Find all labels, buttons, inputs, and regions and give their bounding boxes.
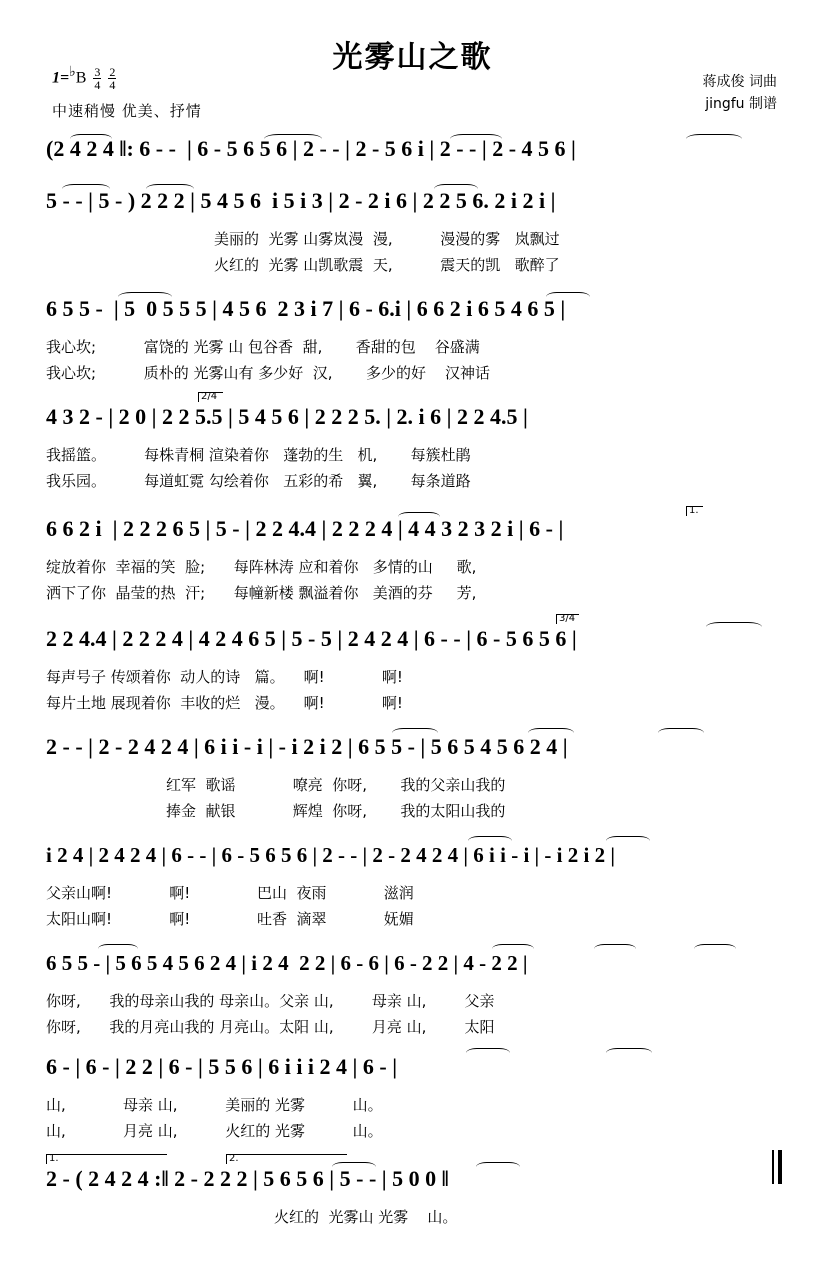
flat-icon: ♭ bbox=[69, 65, 76, 80]
slur-icon bbox=[606, 1048, 652, 1058]
notation-line: 2 - ( 2 4 2 4 :‖ 2 - 2 2 2 | 5 6 5 6 | 5 - - | 5 0 0 ‖ bbox=[46, 1166, 449, 1191]
lyrics-verse-1: 父亲山啊! 啊! 巴山 夜雨 滋润 bbox=[46, 884, 414, 902]
lyrics-verse-1: 我心坎; 富饶的 光雾 山 包谷香 甜, 香甜的包 谷盛满 bbox=[46, 338, 480, 356]
music-system-4 bbox=[46, 391, 781, 496]
credit-engraver: jingfu 制谱 bbox=[705, 95, 777, 112]
slur-icon bbox=[706, 622, 762, 632]
notation-line: 5 - - | 5 - ) 2 2 2 | 5 4 5 6 i 5 i 3 | 2 - 2 i 6 | 2 2 5 6. 2 i 2 i | bbox=[46, 188, 556, 213]
slur-icon bbox=[476, 1162, 520, 1172]
notation-line: 6 - | 6 - | 2 2 | 6 - | 5 5 6 | 6 i i i 2 4 | 6 - | bbox=[46, 1054, 398, 1079]
tempo-marking: 中速稍慢 优美、抒情 bbox=[52, 102, 202, 120]
slur-icon bbox=[450, 134, 502, 144]
music-system-9 bbox=[46, 942, 781, 1042]
slur-icon bbox=[468, 836, 512, 846]
credit-composer: 蒋成俊 词曲 bbox=[702, 74, 777, 90]
lyrics-verse-2: 我心坎; 质朴的 光雾山有 多少好 汉, 多少的好 汉神话 bbox=[46, 364, 491, 382]
music-system-3 bbox=[46, 288, 781, 388]
lyrics-verse-2: 山, 月亮 山, 火红的 光雾 山。 bbox=[46, 1122, 383, 1140]
notation-line: 6 6 2 i | 2 2 2 6 5 | 5 - | 2 2 4.4 | 2 2 2 4 | 4 4 3 2 3 2 i | 6 - | bbox=[46, 516, 564, 541]
lyrics-verse-1: 美丽的 光雾 山雾岚漫 漫, 漫漫的雾 岚飘过 bbox=[214, 230, 560, 248]
notation-line: 4 3 2 - | 2 0 | 2 2 5.5 | 5 4 5 6 | 2 2 2 5. | 2. i 6 | 2 2 4.5 | bbox=[46, 404, 528, 429]
lyrics-verse-1: 每声号子 传颂着你 动人的诗 篇。 啊! 啊! bbox=[46, 668, 403, 686]
ending-bracket-2: 2. bbox=[226, 1154, 347, 1164]
slur-icon bbox=[392, 728, 438, 738]
slur-icon bbox=[658, 728, 704, 738]
meter-change-bracket: 3/4 bbox=[556, 614, 579, 624]
slur-icon bbox=[434, 184, 478, 194]
slur-icon bbox=[466, 1048, 510, 1058]
ending-bracket-1: 1. bbox=[46, 1154, 167, 1164]
music-system-7 bbox=[46, 726, 781, 826]
music-system-2 bbox=[46, 180, 781, 280]
time-signature-2: $\frac{2}{4}$ bbox=[109, 65, 116, 93]
slur-icon bbox=[62, 184, 110, 194]
lyrics-verse-2: 每片土地 展现着你 丰收的烂 漫。 啊! 啊! bbox=[46, 694, 403, 712]
slur-icon bbox=[528, 728, 574, 738]
lyrics-verse-1: 我摇篮。 每株青桐 渲染着你 蓬勃的生 机, 每簇杜鹃 bbox=[46, 446, 471, 464]
slur-icon bbox=[70, 134, 112, 144]
slur-icon bbox=[146, 184, 194, 194]
notation-line: 6 5 5 - | 5 0 5 5 5 | 4 5 6 2 3 i 7 | 6 - 6.i | 6 6 2 i 6 5 4 6 5 | bbox=[46, 296, 566, 321]
lyrics-verse-1: 绽放着你 幸福的笑 脸; 每阵林涛 应和着你 多情的山 歌, bbox=[46, 558, 477, 576]
music-system-6 bbox=[46, 613, 781, 718]
slur-icon bbox=[686, 134, 742, 144]
slur-icon bbox=[546, 292, 590, 302]
notation-line: 2 - - | 2 - 2 4 2 4 | 6 i i - i | - i 2 i 2 | 6 5 5 - | 5 6 5 4 5 6 2 4 | bbox=[46, 734, 568, 759]
lyrics-verse-2: 捧金 献银 辉煌 你呀, 我的太阳山我的 bbox=[166, 802, 506, 820]
notation-line: i 2 4 | 2 4 2 4 | 6 - - | 6 - 5 6 5 6 | 2 - - | 2 - 2 4 2 4 | 6 i i - i | - i 2 i 2 | bbox=[46, 843, 615, 867]
slur-icon bbox=[398, 512, 440, 522]
lyrics-verse-1: 红军 歌谣 嘹亮 你呀, 我的父亲山我的 bbox=[166, 776, 506, 794]
lyrics-verse-2: 我乐园。 每道虹霓 勾绘着你 五彩的希 翼, 每条道路 bbox=[46, 472, 471, 490]
lyrics-verse-2: 太阳山啊! 啊! 吐香 滴翠 妩媚 bbox=[46, 910, 414, 928]
slur-icon bbox=[694, 944, 736, 954]
notation-line: 2 2 4.4 | 2 2 2 4 | 4 2 4 6 5 | 5 - 5 | 2 4 2 4 | 6 - - | 6 - 5 6 5 6 | bbox=[46, 626, 577, 651]
slur-icon bbox=[492, 944, 534, 954]
notation-line: (2 4 2 4 ‖: 6 - - | 6 - 5 6 5 6 | 2 - - | 2 - 5 6 i | 2 - - | 2 - 4 5 6 | bbox=[46, 136, 576, 161]
credits bbox=[703, 72, 777, 115]
music-system-8 bbox=[46, 834, 781, 934]
notation-line: 6 5 5 - | 5 6 5 4 5 6 2 4 | i 2 4 2 2 | 6 - 6 | 6 - 2 2 | 4 - 2 2 | bbox=[46, 951, 528, 975]
lyrics-verse-2: 你呀, 我的月亮山我的 月亮山。太阳 山, 月亮 山, 太阳 bbox=[46, 1018, 495, 1036]
music-system-10 bbox=[46, 1046, 781, 1146]
slur-icon bbox=[264, 134, 322, 144]
music-system-11 bbox=[46, 1153, 781, 1232]
music-system-5 bbox=[46, 505, 781, 608]
meter-change-bracket: 2/4 bbox=[198, 392, 223, 402]
lyrics-verse-1: 火红的 光雾山 光雾 山。 bbox=[274, 1208, 458, 1226]
slur-icon bbox=[332, 1162, 376, 1172]
page-title: 光雾山之歌 bbox=[332, 40, 493, 75]
lyrics-verse-1: 山, 母亲 山, 美丽的 光雾 山。 bbox=[46, 1096, 383, 1114]
ending-bracket-1: 1. bbox=[686, 506, 703, 516]
key-name: B bbox=[75, 69, 87, 87]
slur-icon bbox=[118, 292, 172, 302]
music-system-1 bbox=[46, 128, 781, 168]
key-label: 1= bbox=[52, 69, 70, 87]
lyrics-verse-2: 洒下了你 晶莹的热 汗; 每幢新楼 飘溢着你 美酒的芬 芳, bbox=[46, 584, 477, 602]
key-signature bbox=[52, 64, 116, 91]
time-signature-1: $\frac{3}{4}$ bbox=[94, 65, 101, 93]
lyrics-verse-2: 火红的 光雾 山凯歌震 天, 震天的凯 歌醉了 bbox=[214, 256, 560, 274]
lyrics-verse-1: 你呀, 我的母亲山我的 母亲山。父亲 山, 母亲 山, 父亲 bbox=[46, 992, 495, 1010]
slur-icon bbox=[606, 836, 650, 846]
slur-icon bbox=[594, 944, 636, 954]
slur-icon bbox=[98, 944, 138, 954]
